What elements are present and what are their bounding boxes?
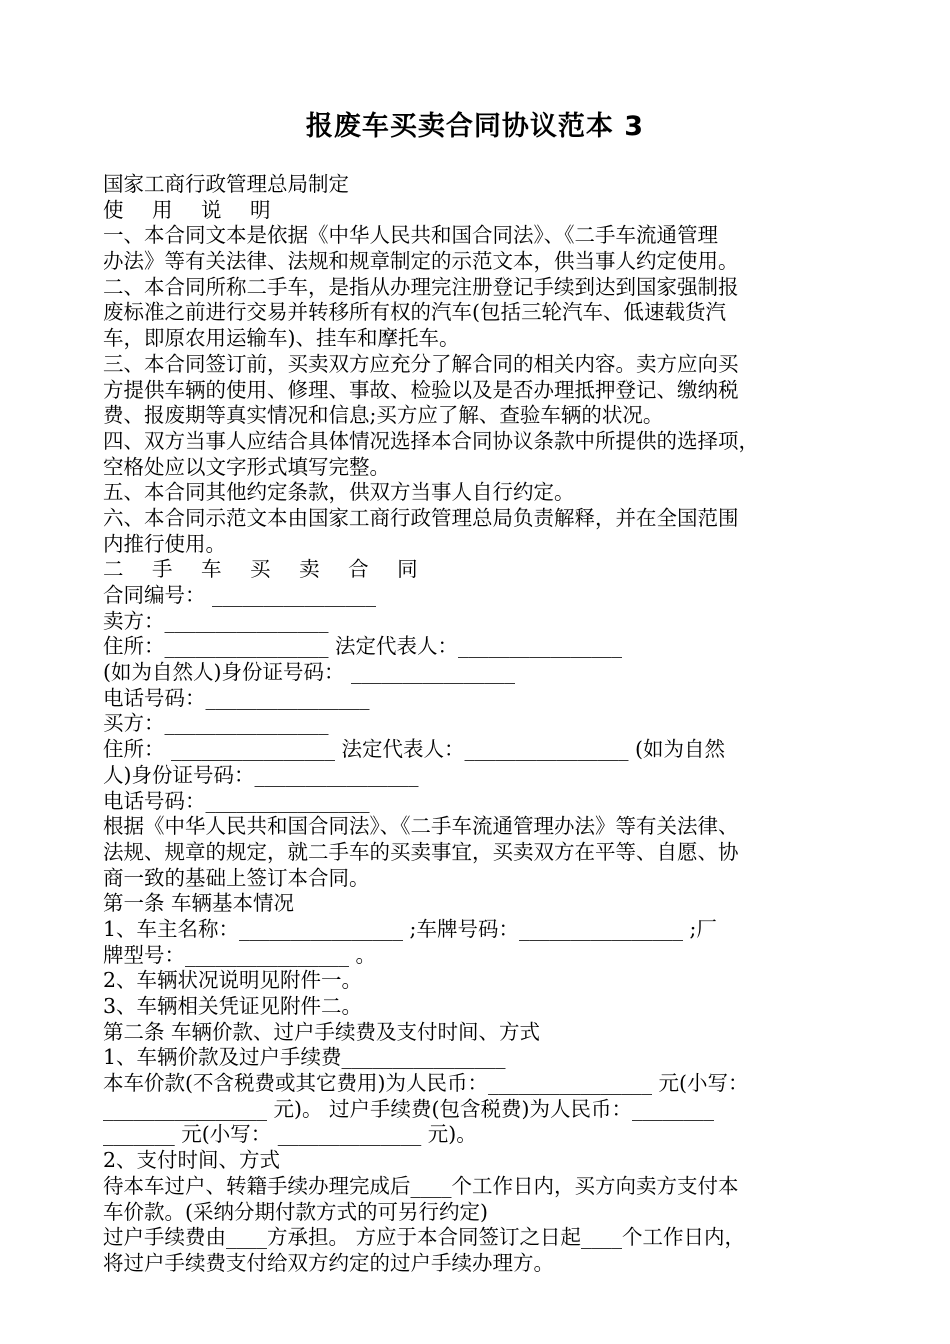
form-line: 住所：________________ 法定代表人：________________ [103,634,623,659]
text-line: 商一致的基础上签订本合同。 [103,865,370,890]
section-heading: 二 手 车 买 卖 合 同 [103,557,429,582]
form-line: 电话号码：________________ [103,788,370,813]
text-line: 三、本合同签订前，买卖双方应充分了解合同的相关内容。卖方应向买 [103,351,739,376]
form-line: 牌型号：________________ 。 [103,942,377,967]
form-line: 电话号码：________________ [103,685,370,710]
section-heading: 使 用 说 明 [103,197,282,222]
text-line: 内推行使用。 [103,531,226,556]
text-line: 2、支付时间、方式 [103,1148,281,1173]
text-line: 空格处应以文字形式填写完整。 [103,454,390,479]
text-line: 六、本合同示范文本由国家工商行政管理总局负责解释，并在全国范围 [103,505,739,530]
text-line: 办法》等有关法律、法规和规章制定的示范文本，供当事人约定使用。 [103,249,739,274]
clause-heading: 第一条 车辆基本情况 [103,891,295,916]
text-line: 方提供车辆的使用、修理、事故、检验以及是否办理抵押登记、缴纳税 [103,377,739,402]
text-line: 将过户手续费支付给双方约定的过户手续办理方。 [103,1250,554,1275]
clause-heading: 第二条 车辆价款、过户手续费及支付时间、方式 [103,1019,541,1044]
form-line: 人)身份证号码：________________ [103,762,419,787]
form-line: 住所： ________________ 法定代表人：________________ (如为自然 [103,737,726,762]
form-line: 待本车过户、转籍手续办理完成后____个工作日内，买方向卖方支付本 [103,1173,739,1198]
document-title: 报废车买卖合同协议范本 3 [305,111,645,142]
document-body [103,172,863,1277]
form-line: 过户手续费由____方承担。 方应于本合同签订之日起____个工作日内， [103,1225,746,1250]
text-line: 四、双方当事人应结合具体情况选择本合同协议条款中所提供的选择项， [103,428,759,453]
form-line: 1、车辆价款及过户手续费________________ [103,1045,506,1070]
text-line: 车，即原农用运输车)、挂车和摩托车。 [103,326,460,351]
text-line: 二、本合同所称二手车，是指从办理完注册登记手续到达到国家强制报 [103,274,739,299]
text-line: 五、本合同其他约定条款，供双方当事人自行约定。 [103,480,575,505]
form-line: 1、车主名称：________________ ;车牌号码：________________ ;厂 [103,916,717,941]
text-line: 国家工商行政管理总局制定 [103,172,349,196]
form-line: ________________ 元)。 过户手续费(包含税费)为人民币：________ [103,1096,715,1121]
text-line: 法规、规章的规定，就二手车的买卖事宜，买卖双方在平等、自愿、协 [103,839,739,864]
text-line: 一、本合同文本是依据《中华人民共和国合同法》、《二手车流通管理 [103,223,718,248]
form-line: 本车价款(不含税费或其它费用)为人民币：________________ 元(小写： [103,1071,749,1096]
form-line: 卖方：________________ [103,608,329,633]
text-line: 3、车辆相关凭证见附件二。 [103,994,363,1018]
text-line: 2、车辆状况说明见附件一。 [103,968,363,993]
form-line: 买方：________________ [103,711,329,736]
form-line: _______ 元(小写： ______________ 元)。 [103,1122,477,1147]
text-line: 费、报废期等真实情况和信息;买方应了解、查验车辆的状况。 [103,403,664,428]
form-line: (如为自然人)身份证号码： ________________ [103,660,516,685]
text-line: 车价款。(采纳分期付款方式的可另行约定) [103,1199,488,1224]
text-line: 废标准之前进行交易并转移所有权的汽车(包括三轮汽车、低速载货汽 [103,300,726,325]
text-line: 根据《中华人民共和国合同法》、《二手车流通管理办法》等有关法律、 [103,814,739,839]
form-line: 合同编号： ________________ [103,583,377,607]
